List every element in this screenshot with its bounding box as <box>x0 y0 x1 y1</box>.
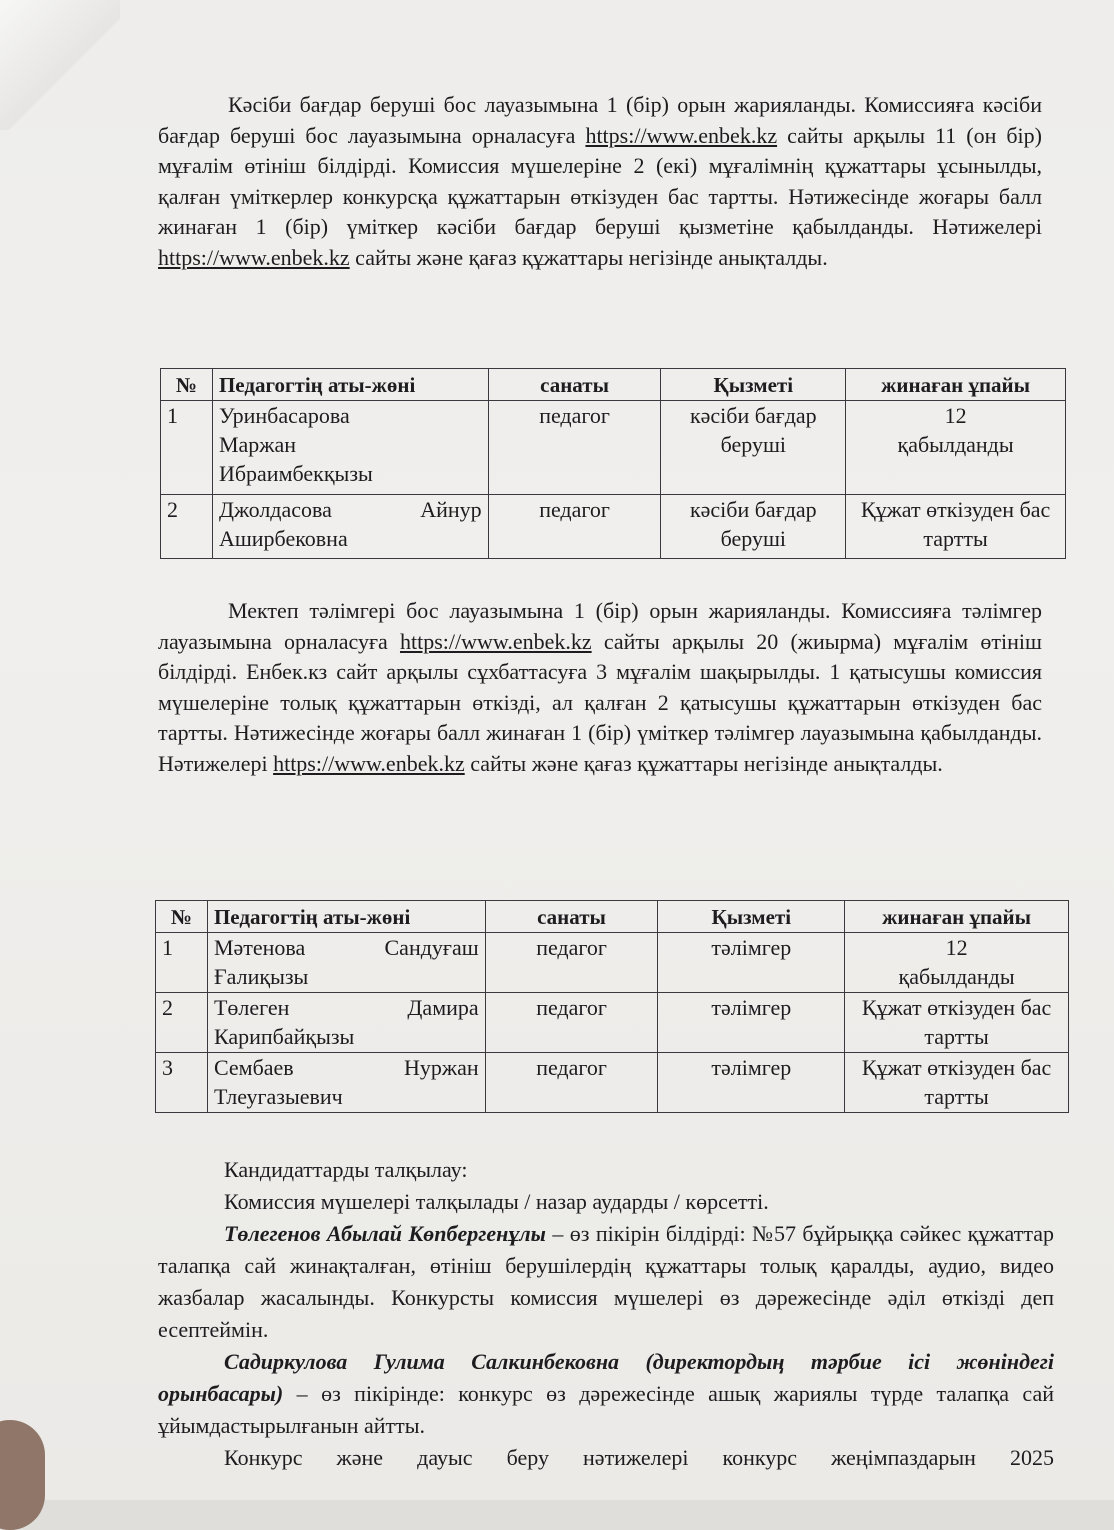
section2-paragraph: Мектеп тәлімгері бос лауазымына 1 (бір) орын жарияланды. Комиссияға тәлімгер лауазымына орналасуға https://www.enbek.kz сайты арқылы 20 (жиырма) мұғалім өтініш білдірді. Енбек.кз сайт арқылы сұхбаттасуға 3 мұғалім шақырылды. 1 қатысушы комиссия мүшелеріне толық құжаттарын өткізді, ал қалған 2 қатысушы құжаттарын өткізуден бас тартты. Нәтижесінде жоғары балл жинаған 1 (бір) үміткер тәлімгер лауазымына қабылданды. Нәтижелері https://www.enbek.kz сайты және қағаз құжаттары негізінде анықталды. <box>158 598 1042 776</box>
header-name: Педагогтің аты-жөні <box>212 369 488 401</box>
table-row <box>156 933 1069 993</box>
row-score: 12 қабылданды <box>846 401 1066 495</box>
row-name: Мәтенова Сандуғаш Ғалиқызы <box>207 933 485 993</box>
row-position: тәлімгер <box>658 933 845 993</box>
table-header-row <box>161 369 1066 401</box>
row-score: Құжат өткізуден бас тартты <box>845 1053 1069 1113</box>
header-category: санаты <box>488 369 661 401</box>
row-category: педагог <box>488 495 661 559</box>
member2-opinion: Садиркулова Гулима Салкинбековна (директордың тәрбие ісі жөніндегі орынбасары) – өз пікірінде: конкурс өз дәрежесінде ашық жариялы түрде талапқа сай ұйымдастырылғанын айтты. <box>158 1349 1054 1438</box>
header-score: жинаған ұпайы <box>846 369 1066 401</box>
table-career-advisor <box>160 368 1066 559</box>
table-header-row <box>156 901 1069 933</box>
row-name: Сембаев Нуржан Тлеугазыевич <box>207 1053 485 1113</box>
last-line: Конкурс және дауыс беру нәтижелері конкурс жеңімпаздарын 2025 <box>224 1445 1054 1470</box>
row-num: 2 <box>156 993 208 1053</box>
discussion-section <box>158 1154 1054 1474</box>
row-category: педагог <box>488 401 661 495</box>
header-name: Педагогтің аты-жөні <box>207 901 485 933</box>
row-name: Уринбасарова Маржан Ибраимбекқызы <box>212 401 488 495</box>
finger-shadow <box>0 1420 45 1530</box>
member1-name: Төлегенов Абылай Көпбергенұлы <box>224 1221 546 1246</box>
header-position: Қызметі <box>658 901 845 933</box>
row-position: тәлімгер <box>658 993 845 1053</box>
header-num: № <box>156 901 208 933</box>
member2-name: Садиркулова Гулима Салкинбековна (директордың тәрбие ісі жөніндегі орынбасары) <box>158 1349 1054 1406</box>
row-category: педагог <box>485 993 658 1053</box>
header-category: санаты <box>485 901 658 933</box>
header-score: жинаған ұпайы <box>845 901 1069 933</box>
row-num: 3 <box>156 1053 208 1113</box>
enbek-link[interactable]: https://www.enbek.kz <box>585 122 778 148</box>
row-category: педагог <box>485 1053 658 1113</box>
table-row <box>156 993 1069 1053</box>
table-row <box>161 495 1066 559</box>
row-score: Құжат өткізуден бас тартты <box>845 993 1069 1053</box>
table-mentor <box>155 900 1069 1113</box>
member1-opinion: Төлегенов Абылай Көпбергенұлы – өз пікірін білдірді: №57 бұйрыққа сәйкес құжаттар талапқа сай жинақталған, өтініш берушілердің құжаттары толық қаралды, аудио, видео жазбалар жасалынды. Конкурсты комиссия мүшелері өз дәрежесінде әділ өткізді деп есептеймін. <box>158 1221 1054 1342</box>
row-name: Төлеген Дамира Карипбайқызы <box>207 993 485 1053</box>
row-score: Құжат өткізуден бас тартты <box>846 495 1066 559</box>
row-num: 1 <box>156 933 208 993</box>
table-row <box>156 1053 1069 1113</box>
header-position: Қызметі <box>661 369 846 401</box>
page-corner <box>0 0 120 130</box>
discussion-heading: Кандидаттарды талқылау: <box>224 1157 468 1182</box>
row-score: 12 қабылданды <box>845 933 1069 993</box>
row-num: 1 <box>161 401 213 495</box>
header-num: № <box>161 369 213 401</box>
row-position: кәсіби бағдар беруші <box>661 495 846 559</box>
row-position: тәлімгер <box>658 1053 845 1113</box>
row-name: Джолдасова Айнур Аширбековна <box>212 495 488 559</box>
enbek-link[interactable]: https://www.enbek.kz <box>273 750 465 776</box>
enbek-link[interactable]: https://www.enbek.kz <box>158 244 350 270</box>
row-position: кәсіби бағдар беруші <box>661 401 846 495</box>
row-num: 2 <box>161 495 213 559</box>
section1-paragraph: Кәсіби бағдар беруші бос лауазымына 1 (бір) орын жарияланды. Комиссияға кәсіби бағдар беруші бос лауазымына орналасуға https://www.enbek.kz сайты арқылы 11 (он бір) мұғалім өтініш білдірді. Комиссия мүшелеріне 2 (екі) мұғалімнің құжаттары ұсынылды, қалған үміткерлер конкурсқа құжаттарын өткізуден бас тартты. Нәтижесінде жоғары балл жинаған 1 (бір) үміткер кәсіби бағдар беруші қызметіне қабылданды. Нәтижелері https://www.enbek.kz сайты және қағаз құжаттары негізінде анықталды. <box>158 92 1042 270</box>
enbek-link[interactable]: https://www.enbek.kz <box>399 628 592 654</box>
row-category: педагог <box>485 933 658 993</box>
discussion-line: Комиссия мүшелері талқылады / назар аударды / көрсетті. <box>224 1189 769 1214</box>
table-row <box>161 401 1066 495</box>
